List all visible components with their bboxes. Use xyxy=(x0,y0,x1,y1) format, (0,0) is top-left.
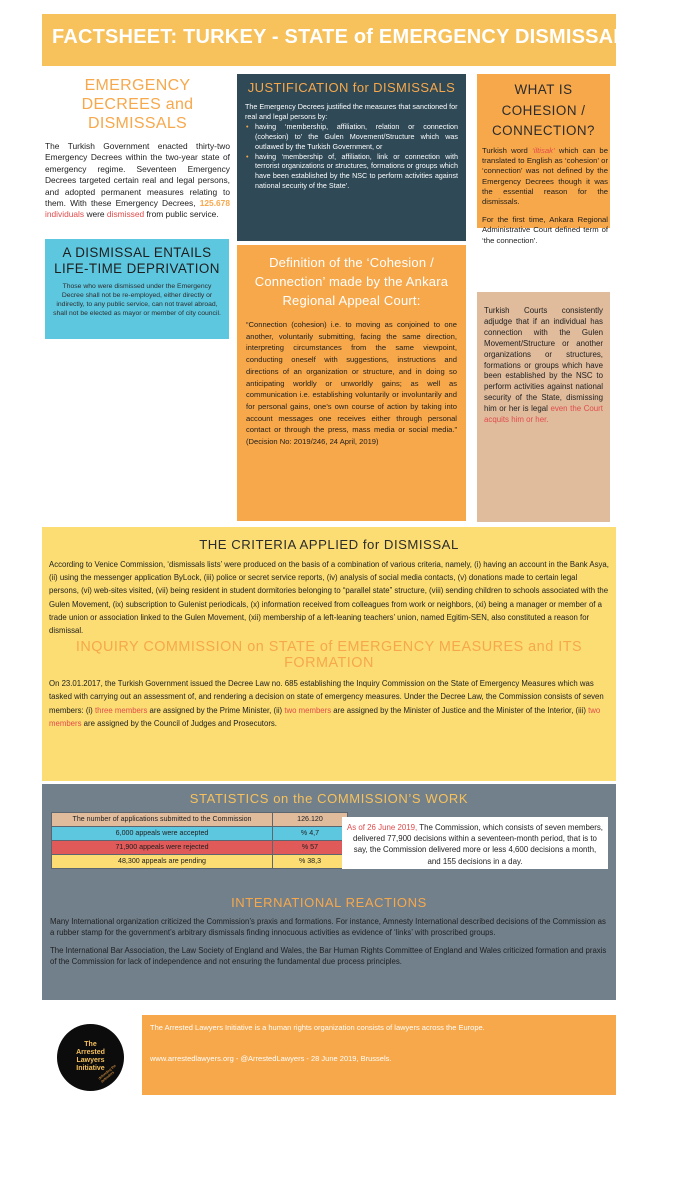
international-paragraph: Many International organization criticized the Commission’s praxis and formations. For instance, Amnesty International described decisions of the Commission as a rubber stamp for the government’s arbitrary dismissals finding innocuous activities as evidence of ‘links’ with proscribed groups. xyxy=(50,917,606,938)
logo-ring-text: defending the defenders xyxy=(97,1063,117,1084)
table-cell: % 38,3 xyxy=(273,855,348,869)
footer-contact[interactable]: www.arrestedlawyers.org - @ArrestedLawyers - 28 June 2019, Brussels. xyxy=(150,1054,392,1063)
list-item: • having ‘membership of, affiliation, link or connection with terrorist organizations or structures, formations or groups which have been established by the NSC to perform activities against national security of the State’. xyxy=(245,152,458,191)
header-banner xyxy=(42,14,678,66)
justification-title: JUSTIFICATION for DISMISSALS xyxy=(247,80,456,95)
table-row xyxy=(52,813,348,827)
inquiry-title: INQUIRY COMMISSION on STATE of EMERGENCY MEASURES and ITS FORMATION xyxy=(75,639,583,672)
international-title: INTERNATIONAL REACTIONS xyxy=(231,895,427,910)
table-cell: 48,300 appeals are pending xyxy=(52,855,273,869)
dismissed-count: 125.678 xyxy=(199,198,230,209)
table-row xyxy=(52,827,348,841)
header-date: (June 2019) xyxy=(643,39,678,45)
emergency-decrees-section xyxy=(45,76,230,221)
inquiry-text: On 23.01.2017, the Turkish Government issued the Decree Law no. 685 establishing the Inquiry Commission on the State of Emergency Measures which was tasked with carrying out an assessment of, and rendering a decision on state of emergency measures. Under the Decree Law, the Commission consists of seven members: (i) three members are assigned by the Prime Minister, (ii) two members are assigned by the Minister of Justice and the Minister of the Interior, (iii) two members are assigned by the Council of Judges and Prosecutors. xyxy=(49,679,604,728)
what-is-paragraph: Turkish word ‘iltisak’ which can be translated to English as ‘cohesion’ or ‘connection’ was not defined by the Emergency Decrees though it was the essential reason for the dismissals. xyxy=(482,146,608,207)
justification-list xyxy=(245,122,458,191)
table-cell: The number of applications submitted to the Commission xyxy=(52,813,273,827)
what-is-paragraph: For the first time, Ankara Regional Administrative Court defined term of ‘the connection’. xyxy=(482,215,608,245)
criteria-text: According to Venice Commission, ‘dismissals lists’ were produced on the basis of a combination of various criteria, namely, (i) having an account in the Bank Asya, (ii) using the messenger application ByLock, (iii) police or secret service reports, (iv) analysis of social media contacts, (v) donations made to certain legal persons, (vi) web-sites visited, (vii) being resident in student dormitories belonging to “parallel state” structure, (viii) sending children to schools associated with the Gulen Movement, (ix) subscription to Gulenist periodicals, (x) information received from colleagues from work or neighbors, (xi) being a manager or member of a trade union or association linked to the Gulen Movement, (xii) membership of a left-leaning teachers’ union, named Egitim-SEN, also constituted a reason for dismissal. xyxy=(49,560,609,636)
justification-intro: The Emergency Decrees justified the measures that sanctioned for real and legal persons by: xyxy=(245,102,458,121)
international-paragraph: The International Bar Association, the Law Society of England and Wales, the Bar Human Rights Committee of England and Wales criticized formation and praxis of the Commission for lack of independence and not ensuring the fundamental due process principles. xyxy=(50,945,607,966)
international-section xyxy=(50,895,608,967)
definition-box xyxy=(237,245,466,521)
emergency-decrees-title: EMERGENCY DECREES and DISMISSALS xyxy=(81,77,194,132)
table-cell: 126.120 xyxy=(273,813,348,827)
table-row xyxy=(52,841,348,855)
deprivation-title: A DISMISSAL ENTAILS LIFE-TIME DEPRIVATION xyxy=(54,245,220,276)
definition-text: “Connection (cohesion) i.e. to moving as conjoined to one another, voluntarily submitting, facing the same direction, interpreting circumstances from the same viewpoint, conducting oneself with suggestions, instructions and directions of an organization or structure, and in doing so anticipating worldly or unworldly gains; as well as communication i.e. establishing voluntarily or involuntarily and for personal gains, one’s own course of action by taking into account messages one receives either through personal contact or through the press, mass media or social media.” (Decision No: 2019/246, 24 April, 2019) xyxy=(246,320,457,447)
deprivation-box xyxy=(45,239,229,339)
what-is-title: WHAT IS COHESION / CONNECTION? xyxy=(492,82,595,138)
table-row xyxy=(52,855,348,869)
logo-text: The Arrested Lawyers Initiative xyxy=(76,1041,105,1072)
criteria-section xyxy=(42,527,616,781)
table-cell: % 57 xyxy=(273,841,348,855)
page-title: FACTSHEET: TURKEY - STATE of EMERGENCY DISMISSALS (June 2019) xyxy=(52,26,678,48)
table-cell: 6,000 appeals were accepted xyxy=(52,827,273,841)
statistics-note: As of 26 June 2019, The Commission, which consists of seven members, delivered 77,900 decisions within a seventeen-month period, that is to say, the Commission delivered more or less 4,600 decisions a month, and 155 decisions in a day. xyxy=(342,817,608,869)
criteria-title: THE CRITERIA APPLIED for DISMISSAL xyxy=(199,537,459,552)
statistics-table xyxy=(51,812,348,869)
table-cell: 71,900 appeals were rejected xyxy=(52,841,273,855)
statistics-section xyxy=(42,784,616,1000)
deprivation-text: Those who were dismissed under the Emergency Decree shall not be re-employed, either directly or indirectly, to any public service, can not travel abroad, shall not be elected as mayor or member of city council. xyxy=(53,283,221,317)
footer-box xyxy=(142,1015,616,1095)
justification-box xyxy=(237,74,466,241)
statistics-title: STATISTICS on the COMMISSION’S WORK xyxy=(189,791,469,806)
courts-box xyxy=(477,292,610,522)
courts-text: Turkish Courts consistently adjudge that if an individual has connection with the Gulen Movement/Structure or another organizations or structures, formations or groups which have been established by the NSC to perform activities against national security of the State, dismissing him or her is legal even the Court acquits him or her. xyxy=(484,306,603,425)
definition-title: Definition of the ‘Cohesion / Connection’ made by the Ankara Regional Appeal Court: xyxy=(254,255,449,308)
what-is-text xyxy=(482,146,608,246)
table-cell: % 4,7 xyxy=(273,827,348,841)
footer-about: The Arrested Lawyers Initiative is a human rights organization consists of lawyers across the Europe. xyxy=(150,1023,485,1032)
emergency-decrees-text: The Turkish Government enacted thirty-two Emergency Decrees within the two-year state of emergency regime. Seventeen Emergency Decrees targeted certain real and legal persons, and adopted permanent measures relating to them. With these Emergency Decrees, 125.678 individuals were dismissed from public service. xyxy=(45,141,230,220)
arrested-lawyers-logo xyxy=(57,1024,124,1091)
list-item: • having ‘membership, affiliation, relation or connection (cohesion) to’ the Gulen Movement/Structure which was outlawed by the Turkish Government, or xyxy=(245,122,458,151)
